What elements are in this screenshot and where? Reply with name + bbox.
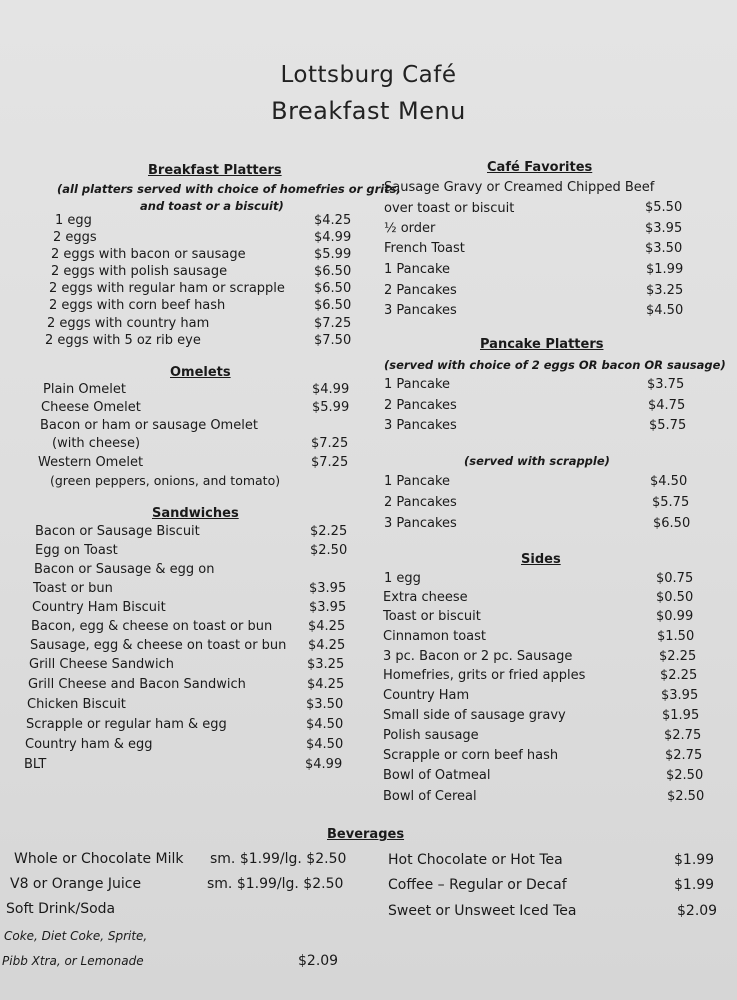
side-item-price: $3.95 bbox=[661, 688, 699, 703]
sandwich-item-name: Egg on Toast bbox=[35, 543, 118, 558]
beverage-item-price: $1.99 bbox=[674, 877, 715, 893]
side-item-name: Bowl of Oatmeal bbox=[383, 768, 491, 783]
sandwich-item-price: $4.25 bbox=[307, 677, 345, 692]
favorite-item-price: $4.50 bbox=[646, 303, 684, 318]
pancake-scrapple-item-price: $5.75 bbox=[652, 495, 690, 510]
sandwich-item-price: $4.25 bbox=[308, 619, 346, 634]
favorite-item-name: 3 Pancakes bbox=[384, 303, 457, 318]
sandwich-item-name: Grill Cheese Sandwich bbox=[29, 657, 174, 672]
sandwich-item-price: $3.95 bbox=[309, 600, 347, 615]
beverage-item-price: sm. $1.99/lg. $2.50 bbox=[207, 876, 344, 892]
side-item-name: Polish sausage bbox=[383, 728, 479, 743]
platter-item-name: 2 eggs with corn beef hash bbox=[49, 298, 226, 313]
sandwich-item-name: Bacon or Sausage & egg on bbox=[34, 562, 215, 577]
sandwich-item-name: Chicken Biscuit bbox=[27, 697, 126, 712]
side-item-price: $2.25 bbox=[659, 649, 697, 664]
pancake-item-name: 3 Pancakes bbox=[384, 418, 457, 433]
beverage-item-name: Coke, Diet Coke, Sprite, bbox=[4, 929, 148, 943]
beverages-heading: Beverages bbox=[327, 827, 405, 842]
platter-item-price: $5.99 bbox=[314, 247, 352, 262]
side-item-price: $2.75 bbox=[664, 728, 702, 743]
favorite-item-price: $1.99 bbox=[646, 262, 684, 277]
sandwich-item-name: Scrapple or regular ham & egg bbox=[26, 717, 227, 732]
side-item-price: $0.75 bbox=[656, 571, 694, 586]
omelet-item-name: (green peppers, onions, and tomato) bbox=[50, 473, 281, 488]
side-item-price: $2.75 bbox=[665, 748, 703, 763]
sandwich-item-price: $3.50 bbox=[306, 697, 344, 712]
sandwich-item-name: Bacon or Sausage Biscuit bbox=[35, 524, 200, 539]
side-item-price: $1.50 bbox=[657, 629, 695, 644]
beverage-item-price: $2.09 bbox=[677, 903, 718, 919]
favorite-item-name: over toast or biscuit bbox=[384, 201, 515, 216]
platter-item-name: 2 eggs with country ham bbox=[47, 316, 210, 331]
platter-item-name: 2 eggs with regular ham or scrapple bbox=[49, 281, 285, 296]
beverage-item-name: Soft Drink/Soda bbox=[6, 901, 116, 917]
cafe-favorites-heading: Café Favorites bbox=[487, 160, 593, 175]
sandwich-item-name: Country ham & egg bbox=[25, 737, 153, 752]
side-item-name: Extra cheese bbox=[383, 590, 468, 605]
beverage-item-name: Pibb Xtra, or Lemonade bbox=[2, 954, 144, 968]
platter-item-name: 2 eggs with bacon or sausage bbox=[51, 247, 246, 262]
beverage-item-name: Whole or Chocolate Milk bbox=[14, 851, 184, 867]
favorite-item-name: Sausage Gravy or Creamed Chipped Beef bbox=[384, 180, 655, 195]
favorite-item-name: 1 Pancake bbox=[384, 262, 451, 277]
favorite-item-name: French Toast bbox=[384, 241, 465, 256]
omelet-item-price: $7.25 bbox=[311, 455, 349, 470]
platter-item-price: $6.50 bbox=[314, 298, 352, 313]
platter-item-name: 2 eggs bbox=[53, 230, 97, 245]
pancake-item-price: $3.75 bbox=[647, 377, 685, 392]
menu-title: Breakfast Menu bbox=[271, 97, 466, 125]
pancake-scrapple-item-price: $6.50 bbox=[653, 516, 691, 531]
sandwich-item-name: Toast or bun bbox=[33, 581, 113, 596]
sandwich-item-price: $3.95 bbox=[309, 581, 347, 596]
sides-heading: Sides bbox=[521, 552, 561, 567]
pancake-item-name: 2 Pancakes bbox=[384, 398, 457, 413]
favorite-item-name: ½ order bbox=[384, 221, 436, 236]
sandwich-item-price: $4.50 bbox=[306, 717, 344, 732]
side-item-name: Bowl of Cereal bbox=[383, 789, 477, 804]
sandwich-item-price: $4.50 bbox=[306, 737, 344, 752]
side-item-name: Cinnamon toast bbox=[383, 629, 487, 644]
side-item-name: Scrapple or corn beef hash bbox=[383, 748, 559, 763]
pancake-scrapple-item-name: 2 Pancakes bbox=[384, 495, 457, 510]
platter-item-price: $7.50 bbox=[314, 333, 352, 348]
pancake-platters-note: (served with choice of 2 eggs OR bacon OR sausage) bbox=[384, 358, 726, 372]
side-item-name: Country Ham bbox=[383, 688, 470, 703]
side-item-name: 3 pc. Bacon or 2 pc. Sausage bbox=[383, 649, 573, 664]
omelets-heading: Omelets bbox=[170, 365, 231, 380]
beverage-item-name: V8 or Orange Juice bbox=[10, 876, 142, 892]
side-item-name: 1 egg bbox=[384, 571, 421, 586]
omelet-item-name: Western Omelet bbox=[38, 455, 144, 470]
side-item-price: $2.50 bbox=[667, 789, 705, 804]
sandwich-item-price: $2.25 bbox=[310, 524, 348, 539]
platter-item-price: $6.50 bbox=[314, 281, 352, 296]
platter-item-price: $4.99 bbox=[314, 230, 352, 245]
omelet-item-name: Bacon or ham or sausage Omelet bbox=[40, 418, 258, 433]
omelet-item-price: $7.25 bbox=[311, 436, 349, 451]
beverage-item-name: Hot Chocolate or Hot Tea bbox=[388, 852, 563, 868]
beverage-item-price: $1.99 bbox=[674, 852, 715, 868]
pancake-scrapple-item-price: $4.50 bbox=[650, 474, 688, 489]
platter-item-price: $4.25 bbox=[314, 213, 352, 228]
platter-item-name: 1 egg bbox=[55, 213, 92, 228]
side-item-price: $2.50 bbox=[666, 768, 704, 783]
omelet-item-price: $4.99 bbox=[312, 382, 350, 397]
pancake-item-price: $5.75 bbox=[649, 418, 687, 433]
breakfast-platters-note-2: and toast or a biscuit) bbox=[140, 199, 284, 213]
breakfast-platters-note-1: (all platters served with choice of homefries or grits, bbox=[57, 182, 401, 196]
side-item-name: Toast or biscuit bbox=[383, 609, 481, 624]
scrapple-note: (served with scrapple) bbox=[464, 454, 610, 468]
side-item-name: Small side of sausage gravy bbox=[383, 708, 566, 723]
side-item-price: $0.99 bbox=[656, 609, 694, 624]
pancake-item-name: 1 Pancake bbox=[384, 377, 451, 392]
pancake-platters-heading: Pancake Platters bbox=[480, 337, 604, 352]
sandwich-item-price: $4.25 bbox=[308, 638, 346, 653]
beverage-item-name: Sweet or Unsweet Iced Tea bbox=[388, 903, 577, 919]
pancake-scrapple-item-name: 1 Pancake bbox=[384, 474, 451, 489]
sandwich-item-price: $4.99 bbox=[305, 757, 343, 772]
side-item-price: $0.50 bbox=[656, 590, 694, 605]
omelet-item-price: $5.99 bbox=[312, 400, 350, 415]
pancake-item-price: $4.75 bbox=[648, 398, 686, 413]
breakfast-platters-heading: Breakfast Platters bbox=[148, 163, 282, 178]
sandwich-item-name: Sausage, egg & cheese on toast or bun bbox=[30, 638, 287, 653]
platter-item-price: $6.50 bbox=[314, 264, 352, 279]
beverage-item-price: sm. $1.99/lg. $2.50 bbox=[210, 851, 347, 867]
beverage-item-name: Coffee – Regular or Decaf bbox=[388, 877, 567, 893]
favorite-item-price: $3.95 bbox=[645, 221, 683, 236]
sandwich-item-name: BLT bbox=[24, 757, 47, 772]
sandwich-item-price: $2.50 bbox=[310, 543, 348, 558]
platter-item-name: 2 eggs with polish sausage bbox=[51, 264, 228, 279]
favorite-item-price: $3.25 bbox=[646, 283, 684, 298]
favorite-item-price: $3.50 bbox=[645, 241, 683, 256]
favorite-item-name: 2 Pancakes bbox=[384, 283, 457, 298]
platter-item-name: 2 eggs with 5 oz rib eye bbox=[45, 333, 201, 348]
platter-item-price: $7.25 bbox=[314, 316, 352, 331]
omelet-item-name: Plain Omelet bbox=[43, 382, 127, 397]
favorite-item-price: $5.50 bbox=[645, 200, 683, 215]
side-item-name: Homefries, grits or fried apples bbox=[383, 668, 586, 683]
sandwich-item-price: $3.25 bbox=[307, 657, 345, 672]
omelet-item-name: Cheese Omelet bbox=[41, 400, 141, 415]
sandwich-item-name: Bacon, egg & cheese on toast or bun bbox=[31, 619, 273, 634]
side-item-price: $1.95 bbox=[662, 708, 700, 723]
sandwiches-heading: Sandwiches bbox=[152, 506, 239, 521]
cafe-name: Lottsburg Café bbox=[280, 62, 457, 88]
sandwich-item-name: Country Ham Biscuit bbox=[32, 600, 166, 615]
beverage-item-price: $2.09 bbox=[298, 953, 339, 969]
side-item-price: $2.25 bbox=[660, 668, 698, 683]
pancake-scrapple-item-name: 3 Pancakes bbox=[384, 516, 457, 531]
sandwich-item-name: Grill Cheese and Bacon Sandwich bbox=[28, 677, 246, 692]
omelet-item-name: (with cheese) bbox=[52, 436, 141, 451]
